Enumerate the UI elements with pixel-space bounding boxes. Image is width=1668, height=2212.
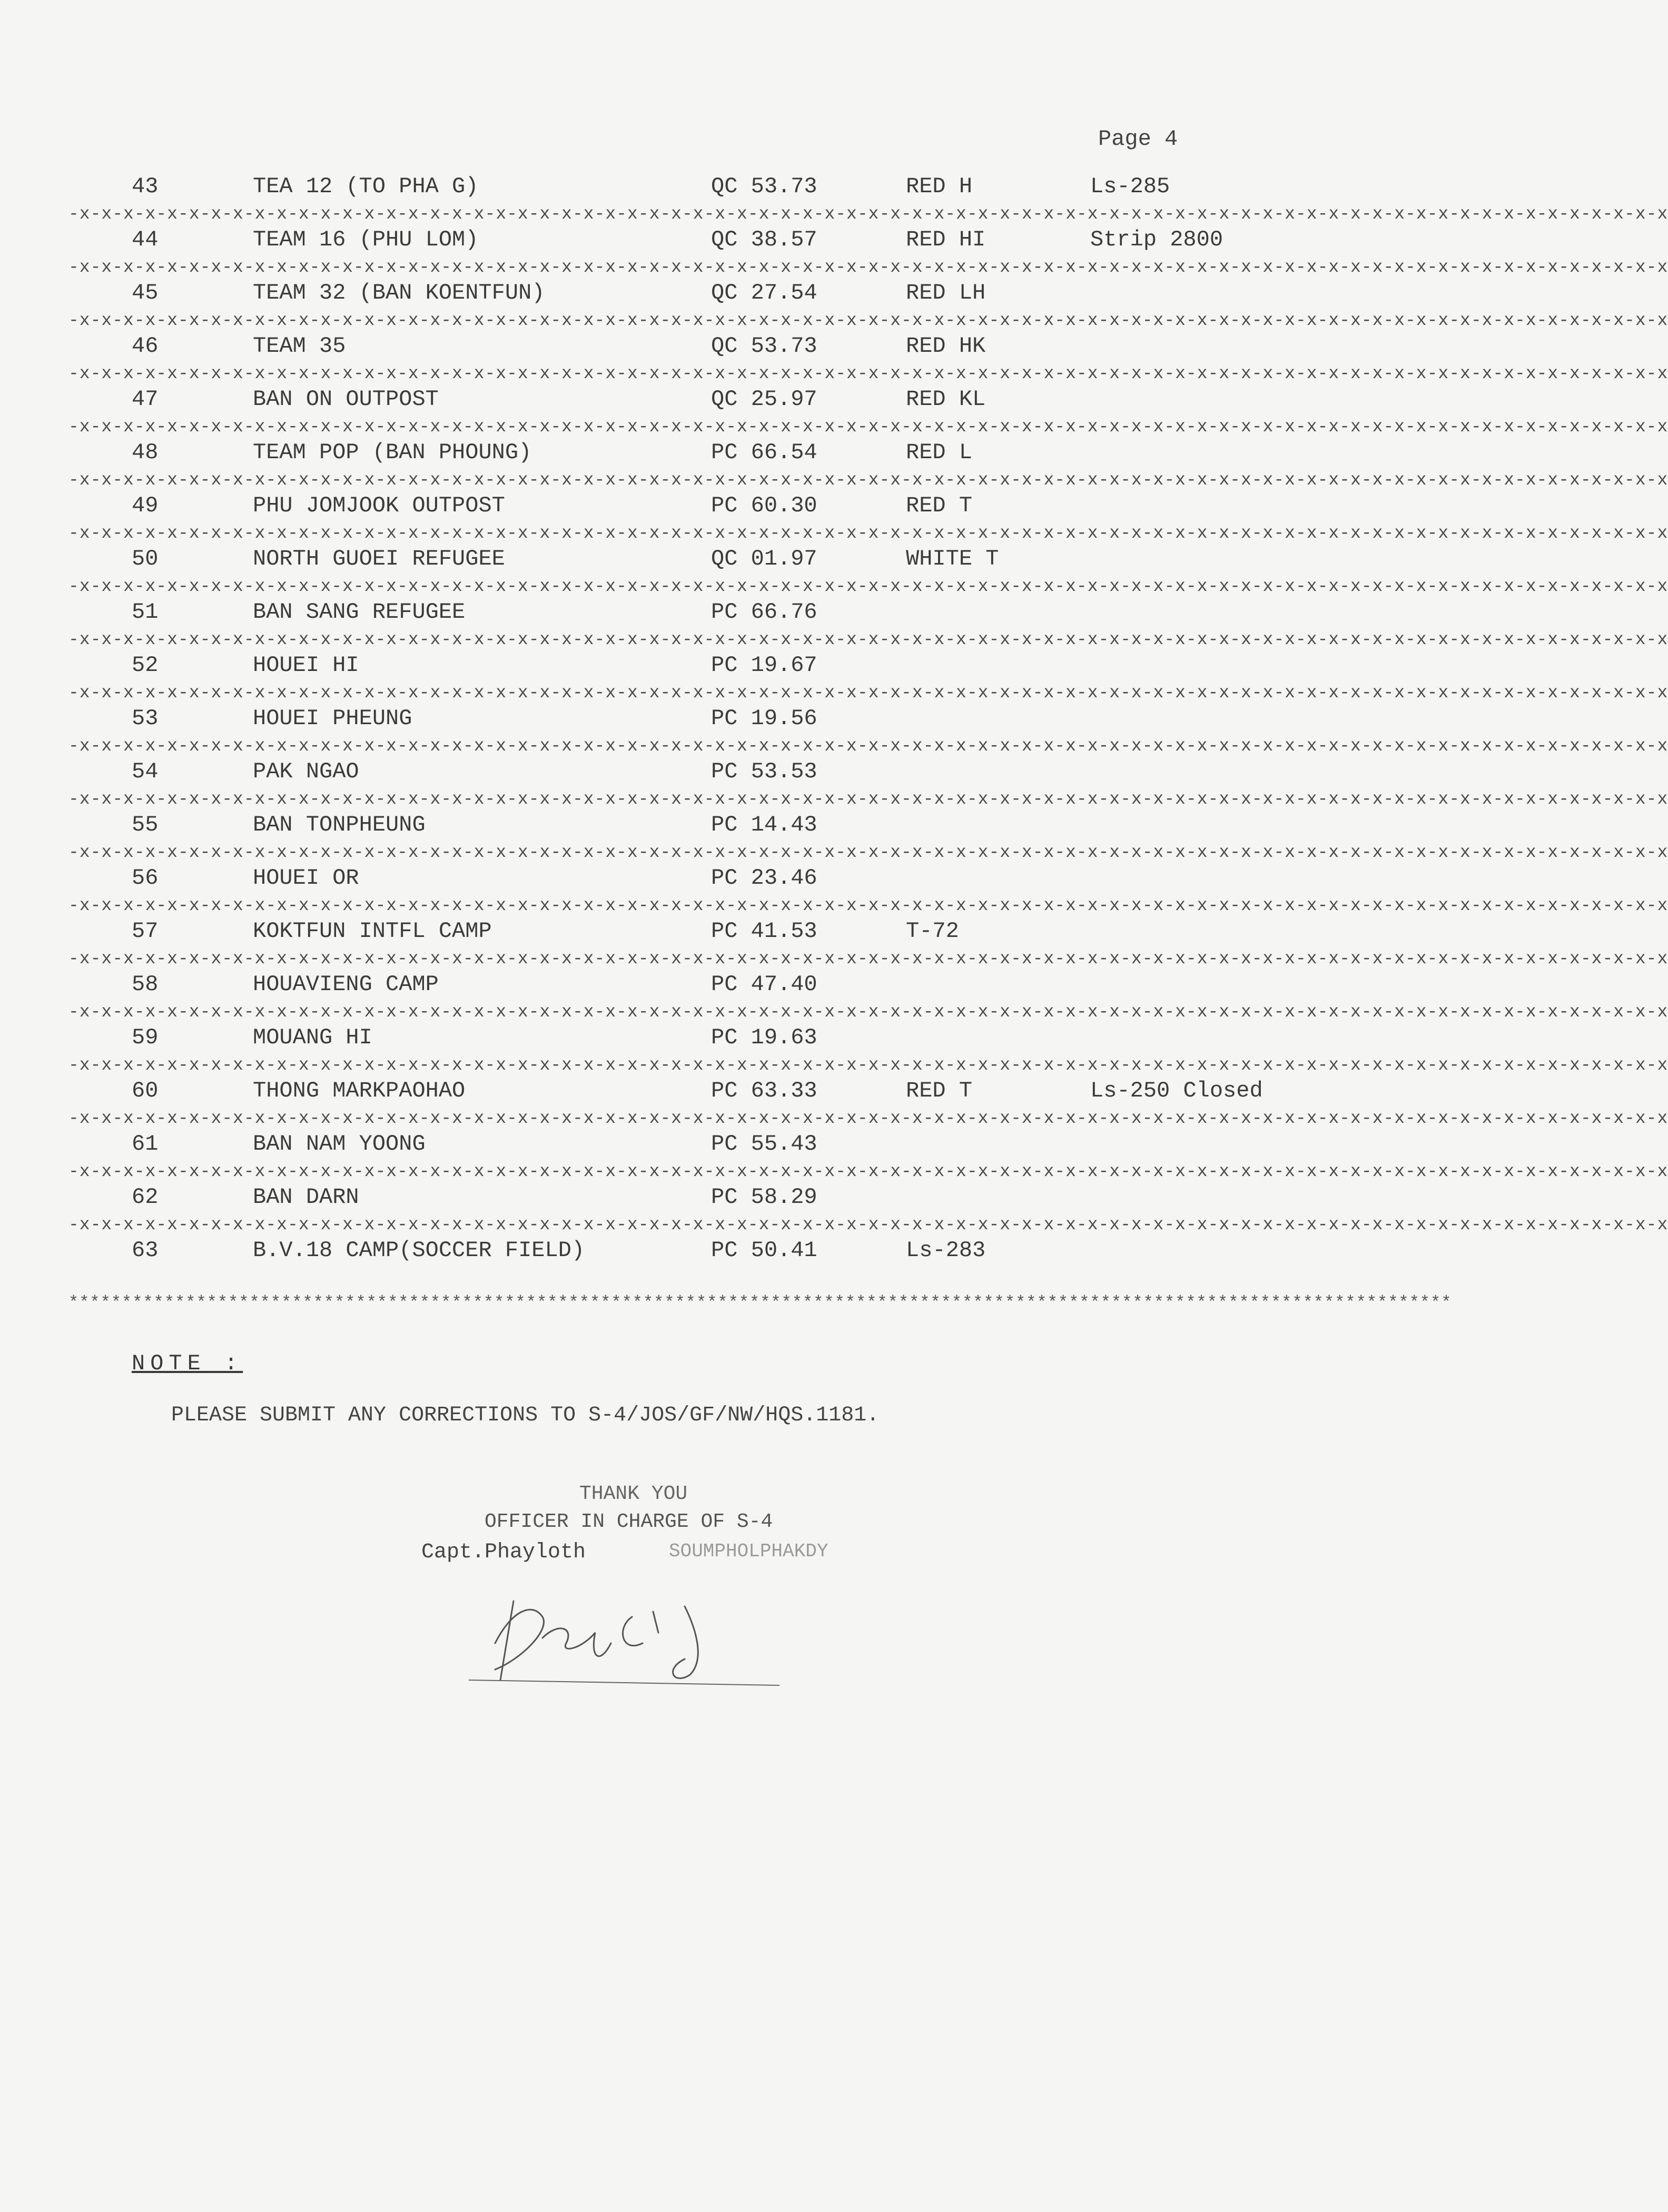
list-item bbox=[0, 812, 1668, 865]
list-item bbox=[0, 1238, 1343, 1291]
thank-you-line: THANK YOU bbox=[579, 1483, 688, 1505]
entry-remark: Ls-285 bbox=[1090, 174, 1170, 199]
entry-name: TEAM 32 (BAN KOENTFUN) bbox=[253, 280, 545, 305]
list-item bbox=[0, 227, 1668, 280]
entry-number: 57 bbox=[132, 919, 159, 944]
entry-name: TEAM 35 bbox=[253, 333, 346, 359]
entry-name: KOKTFUN INTFL CAMP bbox=[253, 919, 492, 944]
entry-marker: RED HK bbox=[906, 333, 986, 359]
entry-coordinate: PC 19.63 bbox=[711, 1025, 817, 1050]
list-item bbox=[0, 1078, 1668, 1131]
entry-marker: Ls-283 bbox=[906, 1238, 986, 1263]
captain-surname: SOUMPHOLPHAKDY bbox=[669, 1540, 828, 1562]
row-separator: -x-x-x-x-x-x-x-x-x-x-x-x-x-x-x-x-x-x-x-x-x-x-x-x-x-x-x-x-x-x-x-x-x-x-x-x-x-x-x-x-x-x-x-x-x-x-x-x-x-x-x-x-x-x-x-x-x-x-x-x-x-x-x-x-x-x-x-x-x-x-x-x-x bbox=[68, 311, 1668, 330]
row-separator: -x-x-x-x-x-x-x-x-x-x-x-x-x-x-x-x-x-x-x-x-x-x-x-x-x-x-x-x-x-x-x-x-x-x-x-x-x-x-x-x-x-x-x-x-x-x-x-x-x-x-x-x-x-x-x-x-x-x-x-x-x-x-x-x-x-x-x-x-x-x-x-x-x bbox=[68, 524, 1668, 543]
page-number: Page 4 bbox=[1098, 126, 1178, 152]
entry-coordinate: PC 50.41 bbox=[711, 1238, 817, 1263]
entry-coordinate: QC 25.97 bbox=[711, 387, 817, 412]
entry-marker: RED L bbox=[906, 440, 973, 465]
entry-name: PHU JOMJOOK OUTPOST bbox=[253, 493, 505, 518]
row-separator: -x-x-x-x-x-x-x-x-x-x-x-x-x-x-x-x-x-x-x-x-x-x-x-x-x-x-x-x-x-x-x-x-x-x-x-x-x-x-x-x-x-x-x-x-x-x-x-x-x-x-x-x-x-x-x-x-x-x-x-x-x-x-x-x-x-x-x-x-x-x-x-x-x bbox=[68, 1162, 1668, 1181]
entry-name: HOUEI OR bbox=[253, 865, 359, 891]
entry-marker: WHITE T bbox=[906, 546, 999, 571]
asterisk-divider: ********************************************************************************************************************************** bbox=[68, 1293, 1452, 1312]
entry-marker: T-72 bbox=[906, 919, 959, 944]
entry-coordinate: QC 53.73 bbox=[711, 174, 817, 199]
list-item bbox=[0, 1184, 1668, 1238]
list-item bbox=[0, 706, 1668, 759]
list-item bbox=[0, 599, 1668, 653]
entry-coordinate: QC 38.57 bbox=[711, 227, 817, 252]
entry-coordinate: PC 66.54 bbox=[711, 440, 817, 465]
entry-coordinate: PC 19.56 bbox=[711, 706, 817, 731]
entry-marker: RED T bbox=[906, 493, 973, 518]
signature bbox=[463, 1580, 790, 1696]
entry-name: TEAM POP (BAN PHOUNG) bbox=[253, 440, 532, 465]
row-separator: -x-x-x-x-x-x-x-x-x-x-x-x-x-x-x-x-x-x-x-x-x-x-x-x-x-x-x-x-x-x-x-x-x-x-x-x-x-x-x-x-x-x-x-x-x-x-x-x-x-x-x-x-x-x-x-x-x-x-x-x-x-x-x-x-x-x-x-x-x-x-x-x-x bbox=[68, 1109, 1668, 1128]
entry-coordinate: PC 60.30 bbox=[711, 493, 817, 518]
entry-name: BAN NAM YOONG bbox=[253, 1131, 426, 1157]
entry-name: HOUAVIENG CAMP bbox=[253, 972, 439, 997]
list-item bbox=[0, 759, 1668, 812]
entry-number: 62 bbox=[132, 1184, 159, 1210]
entry-coordinate: PC 66.76 bbox=[711, 599, 817, 625]
entry-coordinate: QC 01.97 bbox=[711, 546, 817, 571]
list-item bbox=[0, 919, 1668, 972]
list-item bbox=[0, 440, 1668, 493]
entry-coordinate: PC 19.67 bbox=[711, 653, 817, 678]
entry-name: TEAM 16 (PHU LOM) bbox=[253, 227, 479, 252]
list-item bbox=[0, 174, 1668, 227]
officer-title: OFFICER IN CHARGE OF S-4 bbox=[485, 1510, 773, 1533]
row-separator: -x-x-x-x-x-x-x-x-x-x-x-x-x-x-x-x-x-x-x-x-x-x-x-x-x-x-x-x-x-x-x-x-x-x-x-x-x-x-x-x-x-x-x-x-x-x-x-x-x-x-x-x-x-x-x-x-x-x-x-x-x-x-x-x-x-x-x-x-x-x-x-x-x bbox=[68, 258, 1668, 277]
entry-name: BAN ON OUTPOST bbox=[253, 387, 439, 412]
entry-remark: Strip 2800 bbox=[1090, 227, 1223, 252]
list-item bbox=[0, 1131, 1668, 1184]
entry-coordinate: PC 23.46 bbox=[711, 865, 817, 891]
entry-number: 54 bbox=[132, 759, 159, 784]
list-item bbox=[0, 1025, 1668, 1078]
list-item bbox=[0, 865, 1668, 919]
entry-number: 56 bbox=[132, 865, 159, 891]
entry-remark: Ls-250 Closed bbox=[1090, 1078, 1263, 1103]
entry-name: MOUANG HI bbox=[253, 1025, 372, 1050]
entry-name: THONG MARKPAOHAO bbox=[253, 1078, 466, 1103]
entry-number: 55 bbox=[132, 812, 159, 837]
entry-number: 52 bbox=[132, 653, 159, 678]
row-separator: -x-x-x-x-x-x-x-x-x-x-x-x-x-x-x-x-x-x-x-x-x-x-x-x-x-x-x-x-x-x-x-x-x-x-x-x-x-x-x-x-x-x-x-x-x-x-x-x-x-x-x-x-x-x-x-x-x-x-x-x-x-x-x-x-x-x-x-x-x-x-x-x-x bbox=[68, 736, 1668, 756]
entry-coordinate: PC 14.43 bbox=[711, 812, 817, 837]
entry-number: 44 bbox=[132, 227, 159, 252]
entry-name: PAK NGAO bbox=[253, 759, 359, 784]
entry-marker: RED HI bbox=[906, 227, 986, 252]
entry-marker: RED KL bbox=[906, 387, 986, 412]
entry-number: 59 bbox=[132, 1025, 159, 1050]
entry-name: NORTH GUOEI REFUGEE bbox=[253, 546, 505, 571]
row-separator: -x-x-x-x-x-x-x-x-x-x-x-x-x-x-x-x-x-x-x-x-x-x-x-x-x-x-x-x-x-x-x-x-x-x-x-x-x-x-x-x-x-x-x-x-x-x-x-x-x-x-x-x-x-x-x-x-x-x-x-x-x-x-x-x-x-x-x-x-x-x-x-x-x bbox=[68, 1055, 1668, 1075]
entry-coordinate: PC 47.40 bbox=[711, 972, 817, 997]
entry-marker: RED H bbox=[906, 174, 973, 199]
entry-number: 50 bbox=[132, 546, 159, 571]
list-item bbox=[0, 387, 1668, 440]
entry-name: TEA 12 (TO PHA G) bbox=[253, 174, 479, 199]
list-item bbox=[0, 280, 1668, 333]
entry-name: HOUEI PHEUNG bbox=[253, 706, 412, 731]
row-separator: -x-x-x-x-x-x-x-x-x-x-x-x-x-x-x-x-x-x-x-x-x-x-x-x-x-x-x-x-x-x-x-x-x-x-x-x-x-x-x-x-x-x-x-x-x-x-x-x-x-x-x-x-x-x-x-x-x-x-x-x-x-x-x-x-x-x-x-x-x-x-x-x-x bbox=[68, 1215, 1668, 1235]
entry-name: BAN SANG REFUGEE bbox=[253, 599, 466, 625]
entry-number: 60 bbox=[132, 1078, 159, 1103]
entry-coordinate: PC 58.29 bbox=[711, 1184, 817, 1210]
row-separator: -x-x-x-x-x-x-x-x-x-x-x-x-x-x-x-x-x-x-x-x-x-x-x-x-x-x-x-x-x-x-x-x-x-x-x-x-x-x-x-x-x-x-x-x-x-x-x-x-x-x-x-x-x-x-x-x-x-x-x-x-x-x-x-x-x-x-x-x-x-x-x-x-x bbox=[68, 417, 1668, 437]
row-separator: -x-x-x-x-x-x-x-x-x-x-x-x-x-x-x-x-x-x-x-x-x-x-x-x-x-x-x-x-x-x-x-x-x-x-x-x-x-x-x-x-x-x-x-x-x-x-x-x-x-x-x-x-x-x-x-x-x-x-x-x-x-x-x-x-x-x-x-x-x-x-x-x-x bbox=[68, 470, 1668, 490]
entry-number: 45 bbox=[132, 280, 159, 305]
entry-name: BAN DARN bbox=[253, 1184, 359, 1210]
entry-number: 49 bbox=[132, 493, 159, 518]
entry-coordinate: QC 27.54 bbox=[711, 280, 817, 305]
list-item bbox=[0, 546, 1668, 599]
note-text: PLEASE SUBMIT ANY CORRECTIONS TO S-4/JOS/GF/NW/HQS.1181. bbox=[171, 1404, 880, 1427]
list-item bbox=[0, 653, 1668, 706]
list-item bbox=[0, 333, 1668, 387]
entry-number: 46 bbox=[132, 333, 159, 359]
entry-name: BAN TONPHEUNG bbox=[253, 812, 426, 837]
row-separator: -x-x-x-x-x-x-x-x-x-x-x-x-x-x-x-x-x-x-x-x-x-x-x-x-x-x-x-x-x-x-x-x-x-x-x-x-x-x-x-x-x-x-x-x-x-x-x-x-x-x-x-x-x-x-x-x-x-x-x-x-x-x-x-x-x-x-x-x-x-x-x-x-x bbox=[68, 949, 1668, 969]
captain-name: Capt.Phayloth bbox=[421, 1540, 586, 1564]
entry-number: 53 bbox=[132, 706, 159, 731]
entry-marker: RED T bbox=[906, 1078, 973, 1103]
entry-marker: RED LH bbox=[906, 280, 986, 305]
entry-number: 48 bbox=[132, 440, 159, 465]
row-separator: -x-x-x-x-x-x-x-x-x-x-x-x-x-x-x-x-x-x-x-x-x-x-x-x-x-x-x-x-x-x-x-x-x-x-x-x-x-x-x-x-x-x-x-x-x-x-x-x-x-x-x-x-x-x-x-x-x-x-x-x-x-x-x-x-x-x-x-x-x-x-x-x-x bbox=[68, 843, 1668, 862]
entry-number: 43 bbox=[132, 174, 159, 199]
entry-number: 58 bbox=[132, 972, 159, 997]
row-separator: -x-x-x-x-x-x-x-x-x-x-x-x-x-x-x-x-x-x-x-x-x-x-x-x-x-x-x-x-x-x-x-x-x-x-x-x-x-x-x-x-x-x-x-x-x-x-x-x-x-x-x-x-x-x-x-x-x-x-x-x-x-x-x-x-x-x-x-x-x-x-x-x-x bbox=[68, 204, 1668, 224]
list-item bbox=[0, 972, 1668, 1025]
entry-coordinate: PC 63.33 bbox=[711, 1078, 817, 1103]
entry-coordinate: PC 41.53 bbox=[711, 919, 817, 944]
row-separator: -x-x-x-x-x-x-x-x-x-x-x-x-x-x-x-x-x-x-x-x-x-x-x-x-x-x-x-x-x-x-x-x-x-x-x-x-x-x-x-x-x-x-x-x-x-x-x-x-x-x-x-x-x-x-x-x-x-x-x-x-x-x-x-x-x-x-x-x-x-x-x-x-x bbox=[68, 896, 1668, 915]
row-separator: -x-x-x-x-x-x-x-x-x-x-x-x-x-x-x-x-x-x-x-x-x-x-x-x-x-x-x-x-x-x-x-x-x-x-x-x-x-x-x-x-x-x-x-x-x-x-x-x-x-x-x-x-x-x-x-x-x-x-x-x-x-x-x-x-x-x-x-x-x-x-x-x-x bbox=[68, 577, 1668, 596]
row-separator: -x-x-x-x-x-x-x-x-x-x-x-x-x-x-x-x-x-x-x-x-x-x-x-x-x-x-x-x-x-x-x-x-x-x-x-x-x-x-x-x-x-x-x-x-x-x-x-x-x-x-x-x-x-x-x-x-x-x-x-x-x-x-x-x-x-x-x-x-x-x-x-x-x bbox=[68, 1002, 1668, 1022]
note-heading: NOTE : bbox=[132, 1351, 243, 1376]
entry-number: 47 bbox=[132, 387, 159, 412]
entry-coordinate: QC 53.73 bbox=[711, 333, 817, 359]
row-separator: -x-x-x-x-x-x-x-x-x-x-x-x-x-x-x-x-x-x-x-x-x-x-x-x-x-x-x-x-x-x-x-x-x-x-x-x-x-x-x-x-x-x-x-x-x-x-x-x-x-x-x-x-x-x-x-x-x-x-x-x-x-x-x-x-x-x-x-x-x-x-x-x-x bbox=[68, 789, 1668, 809]
row-separator: -x-x-x-x-x-x-x-x-x-x-x-x-x-x-x-x-x-x-x-x-x-x-x-x-x-x-x-x-x-x-x-x-x-x-x-x-x-x-x-x-x-x-x-x-x-x-x-x-x-x-x-x-x-x-x-x-x-x-x-x-x-x-x-x-x-x-x-x-x-x-x-x-x bbox=[68, 630, 1668, 649]
row-separator: -x-x-x-x-x-x-x-x-x-x-x-x-x-x-x-x-x-x-x-x-x-x-x-x-x-x-x-x-x-x-x-x-x-x-x-x-x-x-x-x-x-x-x-x-x-x-x-x-x-x-x-x-x-x-x-x-x-x-x-x-x-x-x-x-x-x-x-x-x-x-x-x-x bbox=[68, 683, 1668, 703]
list-item bbox=[0, 493, 1668, 546]
entry-name: B.V.18 CAMP(SOCCER FIELD) bbox=[253, 1238, 585, 1263]
row-separator: -x-x-x-x-x-x-x-x-x-x-x-x-x-x-x-x-x-x-x-x-x-x-x-x-x-x-x-x-x-x-x-x-x-x-x-x-x-x-x-x-x-x-x-x-x-x-x-x-x-x-x-x-x-x-x-x-x-x-x-x-x-x-x-x-x-x-x-x-x-x-x-x-x bbox=[68, 364, 1668, 383]
entry-coordinate: PC 55.43 bbox=[711, 1131, 817, 1157]
entry-number: 51 bbox=[132, 599, 159, 625]
entry-number: 63 bbox=[132, 1238, 159, 1263]
entry-coordinate: PC 53.53 bbox=[711, 759, 817, 784]
entry-number: 61 bbox=[132, 1131, 159, 1157]
entry-name: HOUEI HI bbox=[253, 653, 359, 678]
